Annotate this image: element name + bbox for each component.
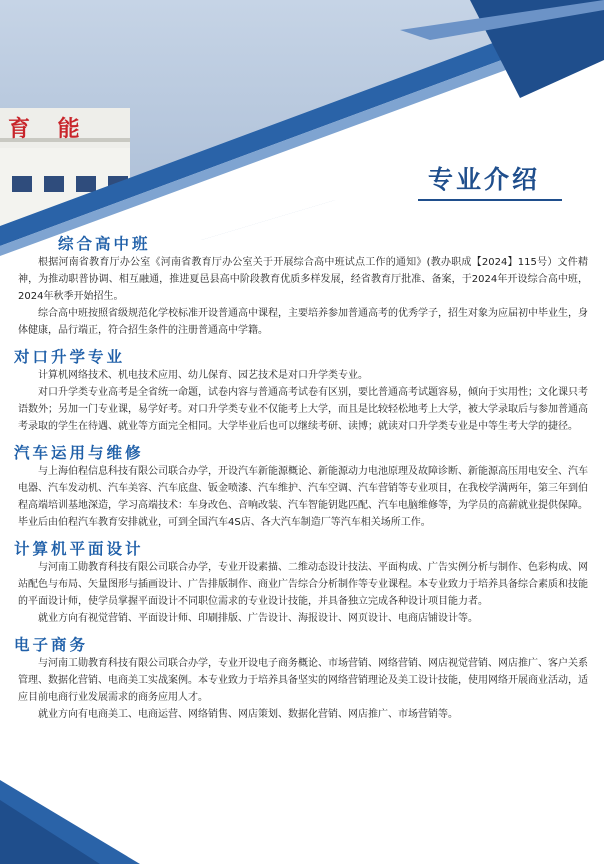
section-heading-auto: 汽车运用与维修 [14,444,144,462]
paragraph: 与上海伯程信息科技有限公司联合办学，开设汽车新能源概论、新能源动力电池原理及故障诊断、新能源高压用电安全、汽车电器、汽车发动机、汽车美容、汽车底盘、钣金喷漆、汽车维护、汽车空调、汽车营销等专业项目，在我校学满两年，第三年到伯程高端培训基地深造，学习高端技术：车身改色、音响改装、汽车智能钥匙匹配、汽车电脑维修等，为学员的高薪就业提供保障。毕业后由伯程汽车教育安排就业，可到全国汽车4S店、各大汽车制造厂等汽车相关场所工作。 [18,466,588,528]
content-area [14,234,588,723]
page-title: 专业介绍 [428,165,541,194]
title-underline [418,199,562,201]
paragraph: 计算机网络技术、机电技术应用、幼儿保育、园艺技术是对口升学类专业。 [38,370,368,381]
paragraph: 综合高中班按照省级规范化学校标准开设普通高中课程，主要培养参加普通高考的优秀学子，招生对象为应届初中毕业生，身体健康，品行端正，符合招生条件的注册普通高中学籍。 [18,308,588,336]
paragraph: 对口升学类专业高考是全省统一命题，试卷内容与普通高考试卷有区别，要比普通高考试题容易，倾向于实用性；文化课只考语数外；另加一门专业课，易学好考。对口升学类专业不仅能考上大学，而且是比较轻松地考上大学，被大学录取后与参加普通高考录取的学生在待遇、就业等方面完全相同。大学毕业后也可以继续考研、读博；就读对口升学类专业是中等生考大学的捷径。 [18,387,588,432]
paragraph: 与河南工勋教育科技有限公司联合办学，专业开设素描、二维动态设计技法、平面构成、广告实例分析与制作、色彩构成、网站配色与布局、矢量图形与插画设计、广告排版制作、商业广告综合分析制作等专业课程。本专业致力于培养具备综合素质和技能的平面设计师，使学员掌握平面设计不同职位需求的专业设计技能，并具备独立完成各种设计项目能力者。 [18,562,588,607]
section-heading-comprehensive: 综合高中班 [58,235,151,253]
paragraph: 就业方向有视觉营销、平面设计师、印刷排版、广告设计、海报设计、网页设计、电商店铺设计等。 [38,613,478,624]
section-heading-counterpart: 对口升学专业 [14,348,126,366]
banner-text: 育 能 [8,116,90,142]
section-heading-graphic-design: 计算机平面设计 [14,540,144,558]
section-heading-ecommerce: 电子商务 [14,636,89,654]
paragraph: 根据河南省教育厅办公室《河南省教育厅办公室关于开展综合高中班试点工作的通知》(教办职成【2024】115号）文件精神，为推动职普协调、相互融通，推进夏邑县高中阶段教育优质多样发展，经省教育厅批准、备案，于2024年开设综合高中班，2024年秋季开始招生。 [18,257,588,302]
paragraph: 与河南工勋教育科技有限公司联合办学，专业开设电子商务概论、市场营销、网络营销、网店视觉营销、网店推广、客户关系管理、数据化营销、电商美工实战案例。本专业致力于培养具备坚实的网络营销理论及美工设计技能，使用网络开展商业活动，适应目前电商行业发展需求的商务应用人才。 [18,658,588,703]
paragraph: 就业方向有电商美工、电商运营、网络销售、网店策划、数据化营销、网店推广、市场营销等。 [38,709,458,720]
